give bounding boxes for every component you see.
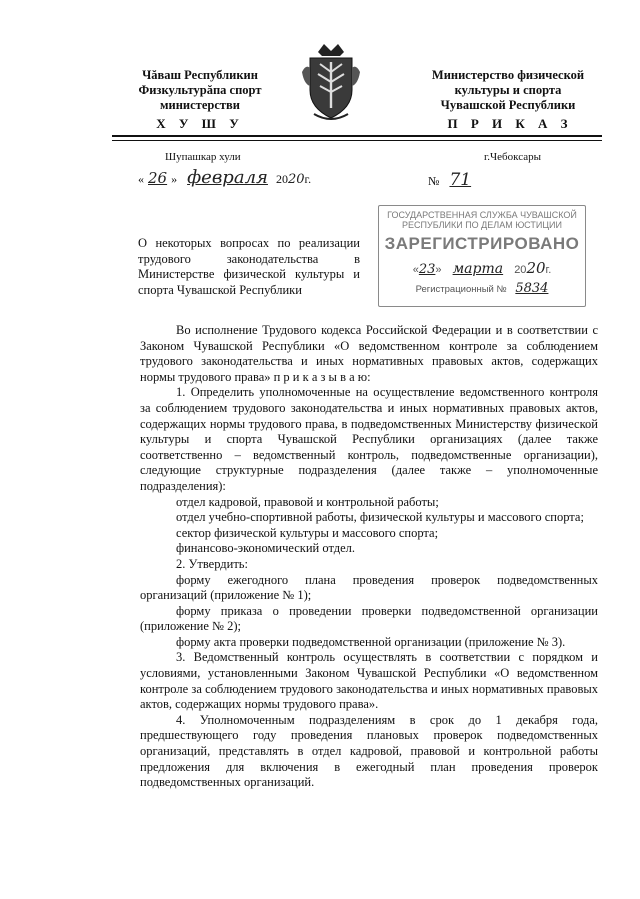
body-paragraph: Во исполнение Трудового кодекса Российской Федерации и в соответствии с Законом Чувашской Республики «О ведомственном контроле за соблюдением трудового законодательства и иных нормативных правовых актов, содержащих нормы трудового права» п р и к а з ы в а ю:	[140, 323, 598, 384]
document-subject: О некоторых вопросах по реализации трудового законодательства в Министерстве физической культуры и спорта Чувашской Республики	[138, 236, 360, 297]
body-paragraph: отдел кадровой, правовой и контрольной работы;	[176, 494, 439, 509]
number-label: №	[428, 174, 440, 188]
stamp-reg-label: Регистрационный №	[415, 284, 507, 295]
left-header-title: Х У Ш У	[156, 116, 244, 131]
document-number	[428, 170, 471, 190]
body-paragraph: 1. Определить уполномоченные на осуществление ведомственного контроля за соблюдением трудового законодательства и иных нормативных правовых актов, содержащих нормы трудового права, в подведомственных Министерству физической культуры и спорта Чувашской Республики организациях (далее также соответственно – ведомственный контроль, подведомственные организации), следующие структурные подразделения (далее также – уполномоченные подразделения):	[140, 385, 598, 493]
body-paragraph: отдел учебно-спортивной работы, физической культуры и массового спорта;	[176, 510, 584, 525]
left-city: Шупашкар хули	[165, 151, 241, 163]
stamp-year-hand: 20	[526, 259, 546, 277]
stamp-date	[379, 259, 585, 277]
document-date	[138, 167, 311, 188]
date-year-hand: 20	[287, 172, 305, 187]
right-header-title: П Р И К А З	[447, 116, 573, 131]
stamp-reg	[379, 281, 585, 296]
body-paragraph: финансово-экономический отдел.	[176, 541, 356, 556]
stamp-line1: ГОСУДАРСТВЕННАЯ СЛУЖБА ЧУВАШСКОЙ	[387, 210, 577, 220]
body-paragraph: 2. Утвердить:	[176, 556, 248, 571]
header-divider	[112, 135, 602, 137]
right-header-line: культуры и спорта	[454, 83, 562, 97]
right-header	[418, 68, 598, 113]
date-quote-open: «	[138, 172, 144, 186]
date-day: 26	[148, 169, 168, 187]
stamp-month: марта	[452, 261, 504, 277]
stamp-quote: «	[412, 264, 419, 276]
body-paragraph: форму акта проверки подведомственной организации (приложение № 3).	[176, 634, 566, 649]
body-paragraph: сектор физической культуры и массового спорта;	[176, 525, 439, 540]
coat-of-arms-emblem	[300, 42, 362, 124]
body-paragraph: 3. Ведомственный контроль осуществлять в соответствии с порядком и условиями, установленными Законом Чувашской Республики «О ведомственном контроле за соблюдением трудового законодательства и иных нормативных правовых актов, содержащих нормы трудового права».	[140, 650, 598, 712]
right-city: г.Чебоксары	[484, 151, 542, 163]
number-value: 71	[449, 170, 472, 190]
right-header-line: Министерство физической	[431, 68, 585, 82]
left-header	[130, 68, 270, 113]
header-divider-thin	[112, 140, 602, 141]
stamp-quote: »	[435, 264, 442, 276]
right-header-line: Чувашской Республики	[440, 98, 576, 112]
stamp-line2: РЕСПУБЛИКИ ПО ДЕЛАМ ЮСТИЦИИ	[402, 220, 562, 230]
stamp-year-suffix: г.	[545, 264, 552, 276]
left-header-line: министерстви	[160, 98, 240, 112]
body-paragraph: форму ежегодного плана проведения проверок подведомственных организаций (приложение № 1);	[140, 572, 598, 603]
document-body	[140, 323, 598, 791]
body-paragraph: форму приказа о проведении проверки подведомственной организации (приложение № 2);	[140, 603, 598, 634]
stamp-reg-number: 5834	[515, 281, 549, 296]
date-month: февраля	[187, 167, 268, 188]
left-header-line: Физкультурăпа спорт	[138, 83, 262, 97]
date-year-prefix: 20	[275, 172, 288, 186]
stamp-year-prefix: 20	[514, 264, 527, 276]
body-paragraph: 4. Уполномоченным подразделениям в срок до 1 декабря года, предшествующего году проведения плановых проверок подведомственных организаций, представлять в отдел кадровой, правовой и контрольной работы предложения для включения в ежегодный план проведения проверок подведомственных организаций.	[140, 712, 598, 790]
date-quote-close: »	[171, 172, 178, 186]
registration-stamp	[378, 205, 586, 307]
stamp-day: 23	[418, 262, 436, 277]
stamp-status: ЗАРЕГИСТРИРОВАНО	[384, 234, 580, 253]
left-header-line: Чăваш Республикин	[142, 68, 258, 82]
date-year-suffix: г.	[304, 172, 312, 186]
